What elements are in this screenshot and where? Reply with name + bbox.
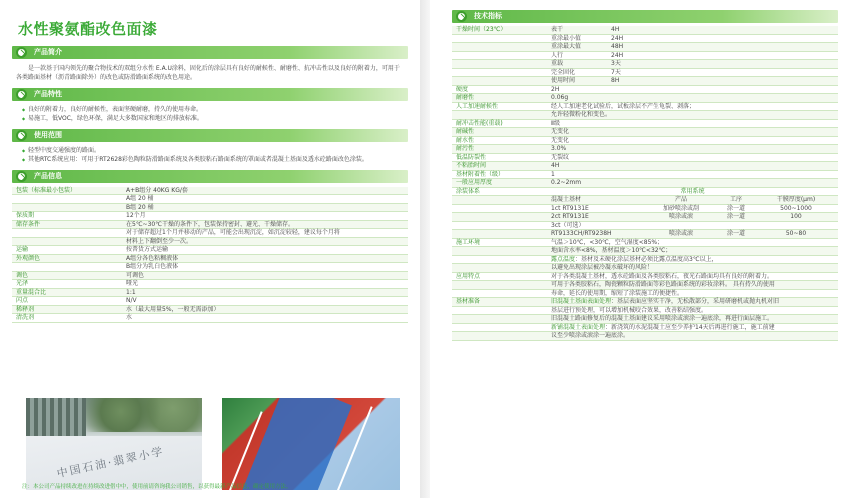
- line-text: ：基层表面应坚实干净，无松散部分，采用研磨机或抛丸机对旧: [611, 298, 780, 305]
- sub-value: 8H: [611, 77, 620, 84]
- grid-cell: 涂一道: [726, 213, 745, 220]
- table-row: [12, 297, 408, 306]
- table-row: [452, 60, 838, 69]
- table-row: [12, 229, 408, 238]
- grid-cell: 干膜厚度(μm): [776, 196, 816, 203]
- row-value: [547, 77, 838, 86]
- section-label: 产品简介: [34, 47, 62, 56]
- sub-label: 使用时间: [551, 77, 576, 84]
- table-row: [452, 136, 838, 145]
- row-key: 一般应用厚度: [452, 179, 547, 188]
- section-bar: [12, 129, 408, 142]
- sub-value: 24H: [611, 34, 624, 42]
- row-key: 包装（标准最小包装）: [12, 187, 122, 195]
- table-row: [452, 306, 838, 315]
- sub-value: 4H: [611, 26, 620, 33]
- section-header-intro: [12, 46, 408, 59]
- usage-list: [22, 146, 404, 164]
- table-row: [12, 212, 408, 221]
- table-row: [452, 179, 838, 188]
- row-key: 不粘胎时间: [452, 162, 547, 171]
- table-row: [452, 272, 838, 281]
- section-header-usage: [12, 129, 408, 142]
- system-line: [551, 222, 834, 230]
- check-icon: [16, 47, 27, 58]
- table-row: [452, 43, 838, 52]
- row-value: 可用于各类胶粘石，陶瓷颗粒防滑路面等彩色路面系统的彩妆涂料。 具有持久的使用: [547, 281, 838, 290]
- check-icon: [456, 11, 467, 22]
- table-row: [452, 102, 838, 111]
- right-page: [430, 0, 850, 498]
- section-header-info: [12, 170, 408, 183]
- sub-value: 7天: [611, 68, 621, 76]
- section-bar: [12, 88, 408, 101]
- sub-label: 重涂最大值: [551, 43, 582, 50]
- table-row: [452, 162, 838, 171]
- row-key: 耐污性: [452, 145, 547, 154]
- row-value: 以避免出现涂层被冷凝水破坏的风险！: [547, 264, 838, 273]
- row-key: 闪点: [12, 297, 122, 306]
- grid-cell: 喷涂或滚: [668, 230, 693, 237]
- table-row: [452, 332, 838, 341]
- table-row: [12, 203, 408, 212]
- row-value: [547, 298, 838, 307]
- table-row: [452, 204, 838, 213]
- table-row: [12, 254, 408, 263]
- section-header-tech: [452, 10, 838, 23]
- line-text: 基层进行预处理，可以增加机械咬合效果，改善粘结强度。: [551, 306, 708, 314]
- sub-pair: [551, 35, 651, 43]
- row-key: [452, 247, 547, 256]
- row-key: 保质期: [12, 212, 122, 221]
- grid-cell: RT9133CH/RT9238H: [551, 230, 612, 237]
- row-value: A+B组分 40KG KG/套: [122, 187, 408, 195]
- line-text: ：基材及未硬化涂层基材必须比露点温度高3℃以上，: [575, 255, 718, 263]
- row-key: [452, 230, 547, 239]
- check-icon: [16, 171, 27, 182]
- section-label: 产品信息: [34, 171, 62, 180]
- table-row: [12, 314, 408, 323]
- row-key: 应用特点: [452, 272, 547, 281]
- table-row: [452, 119, 838, 128]
- list-item: ◆ 易施工，低VOC，绿色环保，满足大多数国家和地区的排放标准。: [22, 114, 404, 123]
- table-row: [452, 238, 838, 247]
- table-row: [12, 280, 408, 289]
- grid-cell: 500~1000: [780, 204, 812, 212]
- section-bar: [12, 46, 408, 59]
- row-value: 无裂纹: [547, 153, 838, 162]
- grid-cell: 涂一道: [726, 204, 745, 212]
- row-value: 经人工加速老化试验后，试板涂层不产生龟裂、剥落；: [547, 102, 838, 111]
- row-key: 运输: [12, 246, 122, 255]
- line-text: 议至少喷涂或滚涂一遍底涂。: [551, 332, 630, 339]
- row-value: 3.0%: [547, 145, 838, 154]
- row-key: [452, 111, 547, 120]
- row-value: A组 20 桶: [122, 195, 408, 204]
- row-value: Ⅱ级: [547, 119, 838, 128]
- row-value: 在5℃~30℃干燥的条件下，包装保持密封、避光、干燥储存。: [122, 220, 408, 229]
- row-key: [452, 323, 547, 332]
- table-row: [452, 247, 838, 256]
- system-columns: [551, 196, 834, 204]
- table-row: [12, 187, 408, 195]
- table-row: [452, 51, 838, 60]
- row-key: [452, 34, 547, 43]
- row-value: [547, 51, 838, 60]
- row-value: [547, 332, 838, 341]
- row-value: [547, 34, 838, 43]
- table-row: [452, 85, 838, 94]
- sub-pair: [551, 77, 651, 85]
- sub-label: 重涂最小值: [551, 34, 582, 42]
- row-value: [547, 255, 838, 264]
- section-header-features: [12, 88, 408, 101]
- row-key: 光泽: [12, 280, 122, 289]
- row-key: 耐冲击性能(重载): [452, 119, 547, 128]
- table-row: [12, 246, 408, 255]
- system-line: [551, 213, 834, 221]
- line-text: 旧混凝土路面修复后的混凝土基面建议采用喷涂或滚涂一遍底涂，再进行面层施工。: [551, 315, 774, 322]
- table-row: [452, 111, 838, 120]
- grid-cell: 1ct RT9131E: [551, 204, 589, 212]
- grid-cell: 50~80: [785, 230, 807, 237]
- line-text: ：新浇筑的水泥混凝土应至少养护14天后再进行施工，施工前建: [605, 323, 775, 331]
- list-item: ◆ 其他RTC系统应用：可用于RT2628彩色陶粒防滑路面系统及各类胶粘石路面系统的罩面或者混凝土基面及透水砼路面改色涂装。: [22, 155, 404, 164]
- row-key: 基材准备: [452, 298, 547, 307]
- table-row: [452, 213, 838, 222]
- row-key: 人工加速耐候性: [452, 102, 547, 111]
- row-value: N/V: [122, 297, 408, 306]
- row-value: 1:1: [122, 288, 408, 297]
- section-bar: [452, 10, 838, 23]
- table-row: [452, 26, 838, 34]
- grid-cell: 加砂喷涂或刮: [662, 204, 699, 212]
- page-spine: [420, 0, 430, 498]
- row-key: [452, 196, 547, 205]
- list-item: ◆ 轻型中度交通强度的路面。: [22, 146, 404, 155]
- intro-text: 是一款基于国内领先的聚合物技术的双组分水性 E.A.U涂料，固化后的涂层具有良好的耐候性、耐磨性、抗冲击性以及良好的附着力，可用于各类路面基材（沥青路面除外）的改色或防滑路面系统的改色用途。: [16, 64, 400, 81]
- table-row: [452, 230, 838, 239]
- check-icon: [16, 89, 27, 100]
- row-value: B组分为乳白色液体: [122, 263, 408, 272]
- table-row: [452, 221, 838, 230]
- sub-label: 人行: [551, 51, 564, 59]
- table-row: [12, 305, 408, 314]
- row-key: [452, 255, 547, 264]
- row-key: [12, 195, 122, 204]
- table-row: [452, 170, 838, 179]
- row-value: [547, 43, 838, 52]
- system-line: [551, 205, 834, 213]
- table-row: [452, 315, 838, 324]
- highlight-term: 新铺混凝土表面处理: [551, 323, 606, 331]
- photo-strip: [12, 398, 408, 490]
- row-key: 清洗剂: [12, 314, 122, 323]
- table-row: [12, 195, 408, 204]
- row-key: [452, 264, 547, 273]
- row-value: 12个月: [122, 212, 408, 221]
- grid-cell: 涂一道: [726, 230, 745, 237]
- table-row: [12, 288, 408, 297]
- table-row: [452, 128, 838, 137]
- row-key: [452, 68, 547, 77]
- row-value: [547, 60, 838, 69]
- row-key: [452, 281, 547, 290]
- row-value: 地面含水率<8%，基材温度＞10℃<32℃；: [547, 247, 838, 256]
- row-key: [452, 77, 547, 86]
- row-value: [547, 204, 838, 213]
- row-key: 稀释剂: [12, 305, 122, 314]
- row-value: 2H: [547, 85, 838, 94]
- row-key: [12, 229, 122, 238]
- row-value: 允许轻微粉化和变色。: [547, 111, 838, 120]
- row-value: 水（最大用量5%，一般无需添加）: [122, 305, 408, 314]
- table-row: [452, 68, 838, 77]
- row-value: [547, 196, 838, 205]
- table-row: [452, 145, 838, 154]
- table-row: [452, 196, 838, 205]
- section-bar: [12, 170, 408, 183]
- row-key: 基材附着性（级）: [452, 170, 547, 179]
- row-key: [452, 289, 547, 298]
- row-key: 涂装体系: [452, 187, 547, 196]
- row-value: [547, 306, 838, 315]
- list-item: ◆ 良好的附着力，良好的耐候性，表面坚硬耐磨，持久的使用寿命。: [22, 105, 404, 114]
- row-value: 材料上下翻倒至少一次。: [122, 237, 408, 246]
- sub-value: 3天: [611, 60, 621, 67]
- row-value: B组 20 桶: [122, 203, 408, 212]
- row-value: 寿命，延长的使用期，缩短了涂装施工的便捷性。: [547, 289, 838, 298]
- grid-cell: 产品: [674, 196, 687, 203]
- table-row: [452, 264, 838, 273]
- table-row: [12, 220, 408, 229]
- row-key: 耐碱性: [452, 128, 547, 137]
- sub-label: 重载: [551, 60, 564, 67]
- row-key: [452, 60, 547, 69]
- table-row: [452, 187, 838, 196]
- section-label: 技术指标: [474, 12, 502, 20]
- sub-label: 完全固化: [551, 68, 576, 76]
- table-row: [452, 77, 838, 86]
- row-key: [452, 315, 547, 324]
- system-heading: 常用系统: [680, 187, 705, 195]
- tree-shape: [86, 398, 202, 432]
- row-value: [547, 187, 838, 196]
- row-value: [547, 68, 838, 77]
- blue-lane-shape: [242, 398, 352, 490]
- row-key: 施工环境: [452, 238, 547, 247]
- row-value: 无变化: [547, 136, 838, 145]
- row-value: 按普货方式运输: [122, 246, 408, 255]
- row-value: A组分各色粘稠液体: [122, 254, 408, 263]
- table-row: [12, 271, 408, 280]
- row-value: [547, 230, 838, 239]
- row-key: [12, 237, 122, 246]
- sub-value: 48H: [611, 43, 624, 50]
- row-value: 0.2~2mm: [547, 179, 838, 188]
- sub-pair: [551, 60, 651, 68]
- building-shape: [26, 398, 86, 438]
- row-key: [452, 306, 547, 315]
- grid-cell: [761, 222, 831, 230]
- check-icon: [16, 130, 27, 141]
- product-info-table: [12, 187, 408, 323]
- row-key: [452, 43, 547, 52]
- table-row: [452, 281, 838, 290]
- table-row: [452, 153, 838, 162]
- colored-path-photo: [222, 398, 400, 490]
- row-key: 耐水性: [452, 136, 547, 145]
- row-key: 储存条件: [12, 220, 122, 229]
- sub-label: 表干: [551, 26, 564, 33]
- highlight-term: 旧混凝土基面表面处理: [551, 298, 612, 305]
- table-row: [452, 289, 838, 298]
- row-key: [452, 204, 547, 213]
- section-label: 使用范围: [34, 130, 62, 139]
- school-ground-photo: [26, 398, 202, 490]
- row-value: 对于各类混凝土基材，透水砼路面及各类胶粘石，夜光石路面均具有良好的附着力。: [547, 272, 838, 281]
- row-value: [547, 315, 838, 324]
- row-value: 0.06g: [547, 94, 838, 103]
- row-value: 4H: [547, 162, 838, 171]
- table-row: [452, 323, 838, 332]
- grid-cell: 混凝土基材: [551, 196, 582, 203]
- grid-cell: [711, 222, 761, 230]
- row-key: 耐磨性: [452, 94, 547, 103]
- product-title: 水性聚氨酯改色面漆: [18, 20, 158, 38]
- row-key: [12, 263, 122, 272]
- row-value: 水: [122, 314, 408, 323]
- row-key: [452, 221, 547, 230]
- row-value: [547, 26, 838, 34]
- row-key: 硬度: [452, 85, 547, 94]
- grid-cell: 2ct RT9131E: [551, 213, 589, 220]
- grid-cell: 喷涂或滚: [668, 213, 693, 220]
- row-key: 重量混合比: [12, 288, 122, 297]
- grid-cell: 100: [790, 213, 802, 220]
- row-key: [452, 51, 547, 60]
- row-value: 气温＞10℃，<30℃，空气湿度<85%；: [547, 238, 838, 247]
- row-value: 可调色: [122, 271, 408, 280]
- row-value: [547, 221, 838, 230]
- sub-pair: [551, 26, 651, 34]
- sub-value: 24H: [611, 51, 624, 59]
- sub-pair: [551, 52, 651, 60]
- table-row: [452, 34, 838, 43]
- sub-pair: [551, 43, 651, 51]
- row-key: 调色: [12, 271, 122, 280]
- table-row: [452, 94, 838, 103]
- tech-spec-table: [452, 26, 838, 341]
- system-line: [551, 230, 834, 238]
- table-row: [452, 298, 838, 307]
- highlight-term: 露点温度: [551, 255, 576, 263]
- row-key: [452, 332, 547, 341]
- grid-cell: 工序: [729, 196, 742, 203]
- row-key: 干燥时间（23℃）: [452, 26, 547, 34]
- footnote: 注：本公司产品持续改进在持续改进借中中，使用前请咨询我公司销售，以获得最新产品信息，确定使用方法。: [22, 484, 292, 490]
- ground-lettering: 中国石油·翡翠小学: [55, 444, 166, 481]
- features-list: [22, 105, 404, 123]
- table-row: [12, 263, 408, 272]
- row-value: [547, 323, 838, 332]
- row-value: [547, 213, 838, 222]
- sub-pair: [551, 69, 651, 77]
- row-value: 对于储存超过1个月并移动的产品，可能会出现沉淀，如沉淀较轻，建议每个月将: [122, 229, 408, 238]
- row-key: 外观颜色: [12, 254, 122, 263]
- section-label: 产品特性: [34, 89, 62, 98]
- row-value: 1: [547, 170, 838, 179]
- table-row: [452, 255, 838, 264]
- row-value: 哑光: [122, 280, 408, 289]
- row-key: [452, 213, 547, 222]
- row-key: [12, 203, 122, 212]
- table-row: [12, 237, 408, 246]
- row-value: 无变化: [547, 128, 838, 137]
- grid-cell: [651, 222, 711, 230]
- grid-cell: 3ct（可选）: [551, 221, 585, 229]
- row-key: 低温防裂性: [452, 153, 547, 162]
